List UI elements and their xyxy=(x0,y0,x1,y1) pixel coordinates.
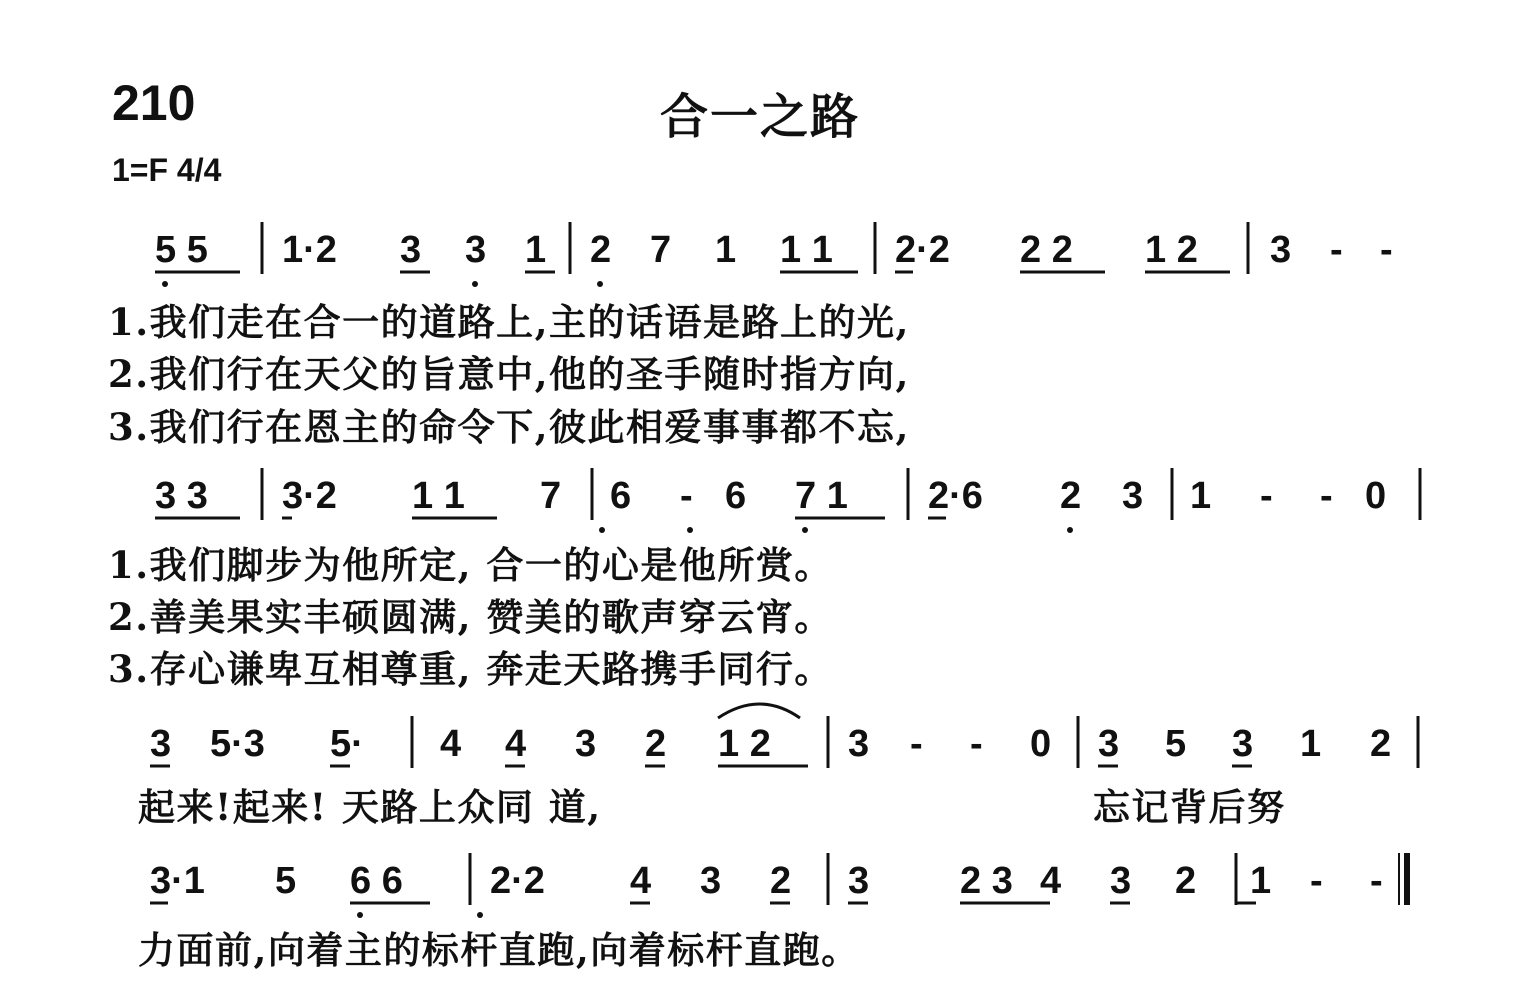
note: 1 2 xyxy=(1145,229,1198,271)
note: 4 xyxy=(505,723,527,765)
low-octave-dot xyxy=(597,281,603,287)
low-octave-dot xyxy=(1067,527,1073,533)
low-octave-dot xyxy=(472,281,478,287)
lyric-line-1-verse-2: 2.我们行在天父的旨意中,他的圣手随时指方向, xyxy=(108,352,910,396)
note: 1 xyxy=(1250,860,1272,902)
low-octave-dot xyxy=(162,281,168,287)
low-octave-dot xyxy=(687,527,693,533)
note: - xyxy=(1310,860,1323,902)
note: 0 xyxy=(1030,723,1052,765)
note: 4 xyxy=(1040,860,1062,902)
note: 3 3 xyxy=(155,475,208,517)
lyric-line-2-verse-3: 3.存心谦卑互相尊重, 奔走天路携手同行。 xyxy=(108,647,833,691)
note: 5 xyxy=(275,860,297,902)
note: 2·6 xyxy=(928,475,983,517)
lyric-line-4: 力面前,向着主的标杆直跑,向着标杆直跑。 xyxy=(138,928,860,972)
lyric-line-2-verse-2: 2.善美果实丰硕圆满, 赞美的歌声穿云宵。 xyxy=(108,595,833,639)
note: 7 1 xyxy=(795,475,848,517)
note: 2 xyxy=(1175,860,1197,902)
note: 2 2 xyxy=(1020,229,1073,271)
low-octave-dot xyxy=(357,912,363,918)
note: 5·3 xyxy=(210,723,265,765)
key-time-signature: 1=F 4/4 xyxy=(112,152,222,188)
note: 1 xyxy=(715,229,737,271)
note: 0 xyxy=(1365,475,1387,517)
note: - xyxy=(1370,860,1383,902)
hymn-title: 合一之路 xyxy=(659,89,860,145)
tie-arc xyxy=(718,704,800,718)
note: 1 1 xyxy=(412,475,465,517)
note: 3 xyxy=(1270,229,1292,271)
note: 4 xyxy=(630,860,652,902)
note: 3 xyxy=(1110,860,1132,902)
note: 2 3 xyxy=(960,860,1013,902)
note: 2 xyxy=(770,860,792,902)
note: 3 xyxy=(1098,723,1120,765)
note: 1 xyxy=(1300,723,1322,765)
note: 2·2 xyxy=(895,229,950,271)
note: 4 xyxy=(440,723,462,765)
note: - xyxy=(1320,475,1333,517)
note: 1 2 xyxy=(718,723,771,765)
note: 3 xyxy=(150,723,172,765)
note: - xyxy=(1380,229,1393,271)
lyric-line-1-verse-3: 3.我们行在恩主的命令下,彼此相爱事事都不忘, xyxy=(108,405,910,449)
note: 3 xyxy=(848,723,870,765)
note: 7 xyxy=(650,229,672,271)
note: 2 xyxy=(645,723,667,765)
lyric-line-3-part-1: 起来!起来! 天路上众同 道, xyxy=(138,785,602,829)
lyric-line-1-verse-1: 1.我们走在合一的道路上,主的话语是路上的光, xyxy=(108,300,910,344)
note: 2·2 xyxy=(490,860,545,902)
hymn-number: 210 xyxy=(112,75,196,131)
note: 2 xyxy=(1060,475,1082,517)
note: 2 xyxy=(590,229,612,271)
note: - xyxy=(1260,475,1273,517)
note: 5· xyxy=(330,723,364,765)
note: - xyxy=(680,475,693,517)
lyric-line-2-verse-1: 1.我们脚步为他所定, 合一的心是他所赏。 xyxy=(108,543,833,587)
note: - xyxy=(910,723,923,765)
note: 6 6 xyxy=(350,860,403,902)
low-octave-dot xyxy=(802,527,808,533)
note: 5 5 xyxy=(155,229,208,271)
note: 3 xyxy=(575,723,597,765)
note: 6 xyxy=(725,475,747,517)
note: 2 xyxy=(1370,723,1392,765)
note: 1·2 xyxy=(282,229,337,271)
note: 3 xyxy=(400,229,422,271)
note: - xyxy=(1330,229,1343,271)
note: 3 xyxy=(465,229,487,271)
low-octave-dot xyxy=(599,527,605,533)
note: 1 1 xyxy=(780,229,833,271)
note: 3 xyxy=(1122,475,1144,517)
note: 1 xyxy=(1190,475,1212,517)
note: 6 xyxy=(610,475,632,517)
note: 7 xyxy=(540,475,562,517)
note: 5 xyxy=(1165,723,1187,765)
note: - xyxy=(970,723,983,765)
note: 3 xyxy=(848,860,870,902)
note: 3·1 xyxy=(150,860,205,902)
note: 3 xyxy=(1232,723,1254,765)
note: 1 xyxy=(525,229,547,271)
note: 3 xyxy=(700,860,722,902)
low-octave-dot xyxy=(477,912,483,918)
note: 3·2 xyxy=(282,475,337,517)
lyric-line-3-part-2: 忘记背后努 xyxy=(1093,785,1286,829)
